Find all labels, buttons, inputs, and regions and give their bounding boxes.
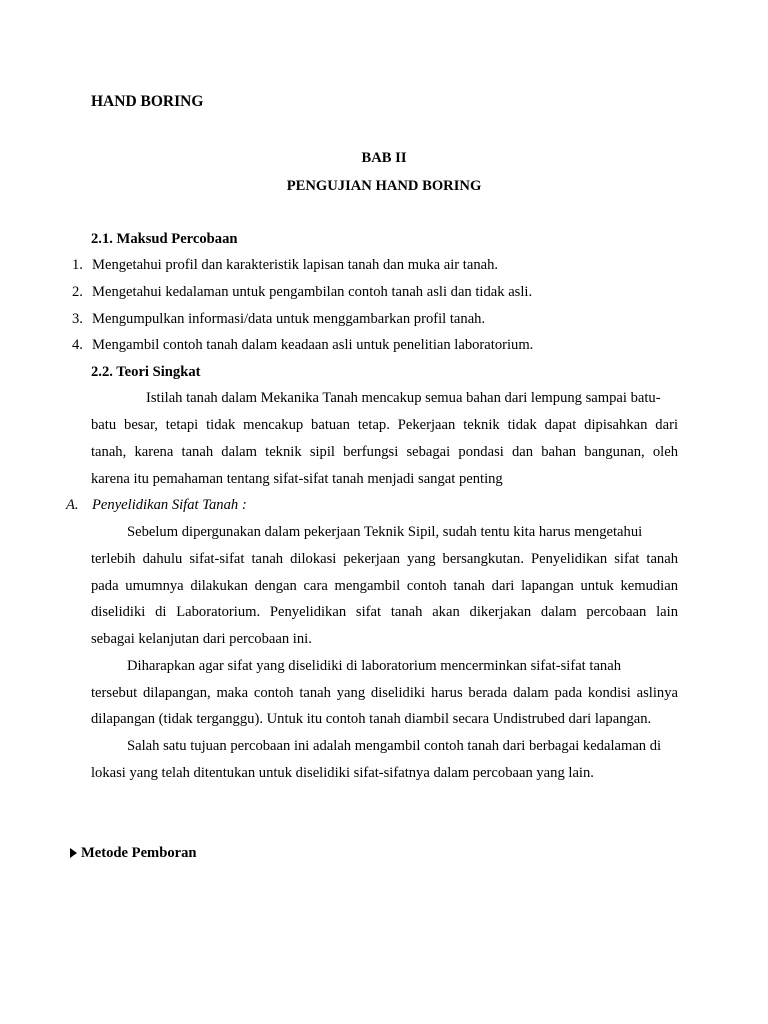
chapter-label: BAB II [361,150,407,166]
paragraph-line: Istilah tanah dalam Mekanika Tanah mencakup semua bahan dari lempung sampai batu- [146,390,661,406]
arrowhead-bullet-icon [70,848,77,858]
paragraph-line: pada umumnya dilakukan dengan cara mengambil contoh tanah dari lapangan untuk kemudian [91,578,678,594]
paragraph-line: sebagai kelanjutan dari percobaan ini. [91,631,312,647]
paragraph-line: Salah satu tujuan percobaan ini adalah mengambil contoh tanah dari berbagai kedalaman di [127,738,662,754]
section-2-heading: 2.2. Teori Singkat [91,364,201,380]
list-item-text: Mengetahui kedalaman untuk pengambilan contoh tanah asli dan tidak asli. [92,284,533,300]
paragraph-line: karena itu pemahaman tentang sifat-sifat tanah menjadi sangat penting [91,471,503,487]
document-title: HAND BORING [91,93,204,110]
subsection-heading: Penyelidikan Sifat Tanah : [92,497,247,513]
paragraph-line: lokasi yang telah ditentukan untuk diselidiki sifat-sifatnya dalam percobaan yang lain. [91,765,594,781]
section-1-heading: 2.1. Maksud Percobaan [91,231,238,247]
paragraph-line: tanah, karena tanah dalam teknik sipil berfungsi sebagai pondasi dan bahan bangunan, oleh [91,444,678,460]
list-item-number: 2. [72,284,83,300]
list-item-text: Mengetahui profil dan karakteristik lapisan tanah dan muka air tanah. [92,257,499,273]
metode-heading: Metode Pemboran [81,845,197,861]
paragraph-line: batu besar, tetapi tidak mencakup batuan tetap. Pekerjaan teknik tidak dapat dipisahkan dari [91,417,678,433]
paragraph-line: Sebelum dipergunakan dalam pekerjaan Teknik Sipil, sudah tentu kita harus mengetahui [127,524,643,540]
chapter-title: PENGUJIAN HAND BORING [286,178,482,194]
list-item [0,257,768,277]
list-item-text: Mengumpulkan informasi/data untuk menggambarkan profil tanah. [92,311,486,327]
paragraph-line: diselidiki di Laboratorium. Penyelidikan sifat tanah akan dikerjakan dalam percobaan lain [91,604,678,620]
list-item-number: 1. [72,257,83,273]
list-item [0,311,768,331]
list-item-number: 4. [72,337,83,353]
list-item [0,284,768,304]
paragraph-line: dilapangan (tidak terganggu). Untuk itu contoh tanah diambil secara Undistrubed dari lapangan. [91,711,652,727]
metode-heading-row [70,845,197,862]
paragraph-line: terlebih dahulu sifat-sifat tanah dilokasi pekerjaan yang bersangkutan. Penyelidikan sifat tanah [91,551,678,567]
paragraph-line: tersebut dilapangan, maka contoh tanah yang diselidiki harus berada dalam pada kondisi aslinya [91,685,678,701]
subsection-marker: A. [66,497,79,513]
list-item [0,337,768,357]
paragraph-line: Diharapkan agar sifat yang diselidiki di laboratorium mencerminkan sifat-sifat tanah [127,658,621,674]
list-item-number: 3. [72,311,83,327]
list-item-text: Mengambil contoh tanah dalam keadaan asli untuk penelitian laboratorium. [92,337,534,353]
